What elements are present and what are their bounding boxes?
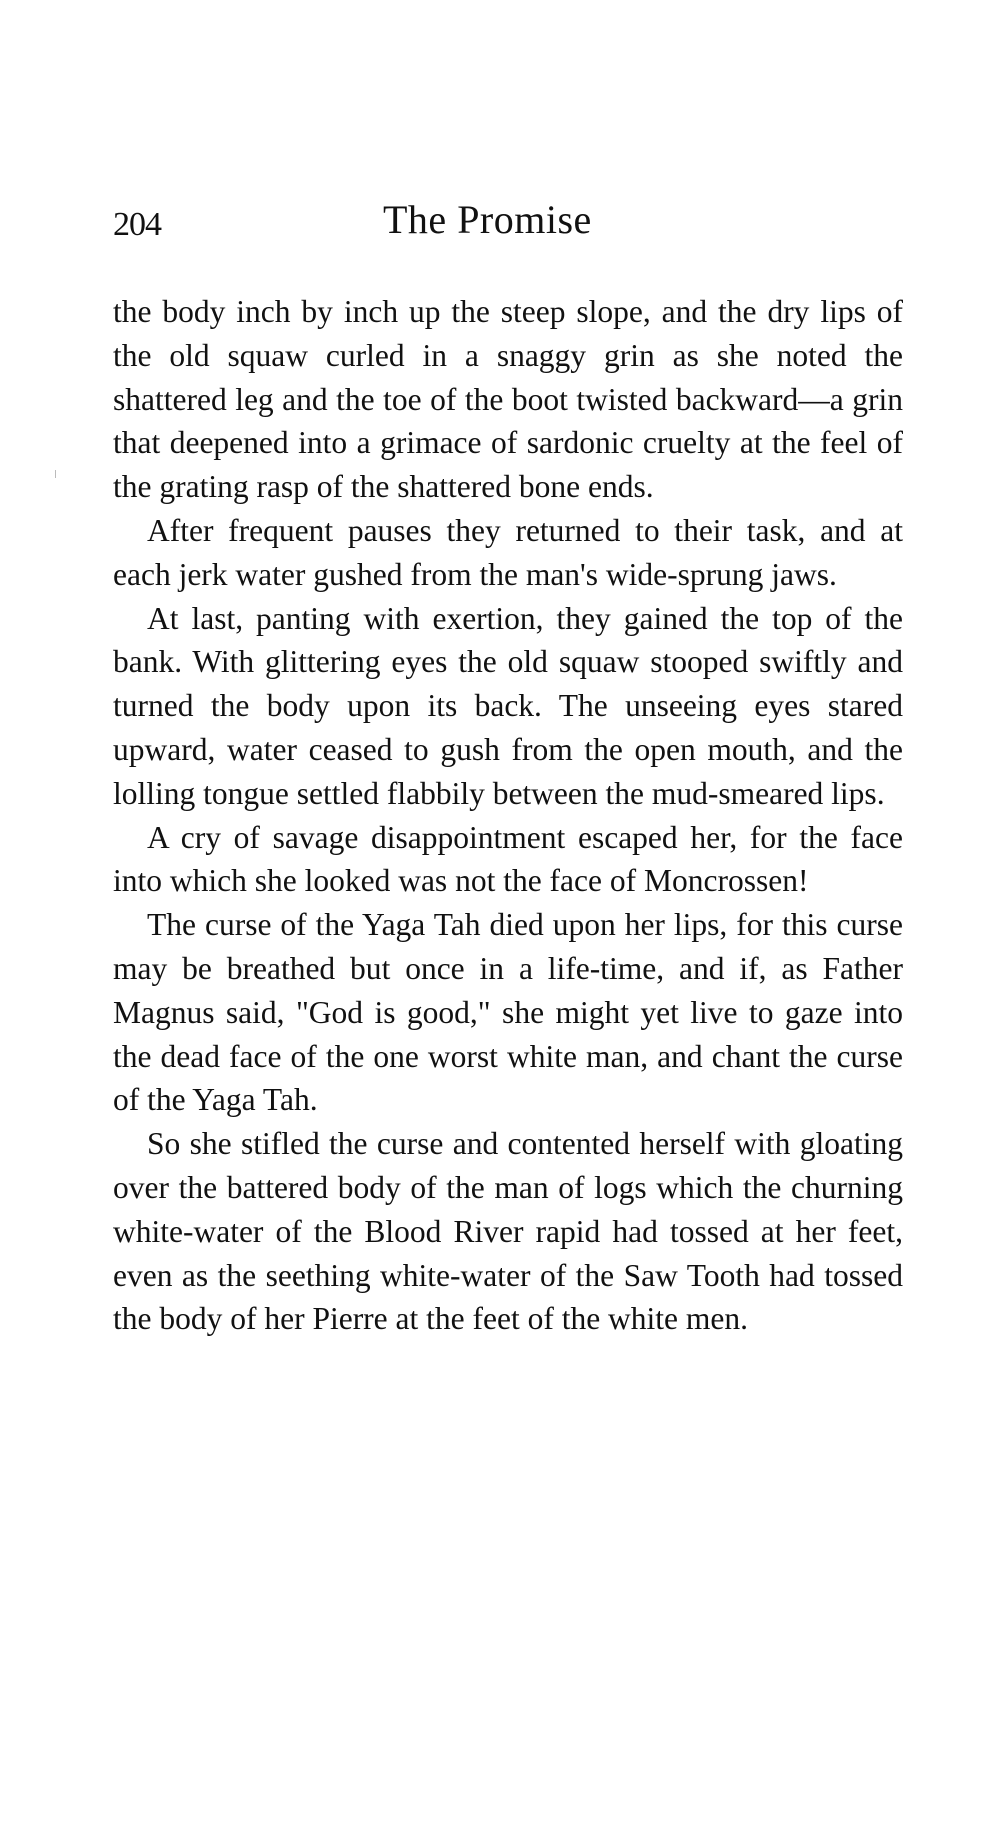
page-number: 204 <box>113 206 161 243</box>
page-header <box>113 196 903 256</box>
paragraph-1: the body inch by inch up the steep slope, and the dry lips of the old squaw curled in a snaggy grin as she noted the shattered leg and the toe of the boot twisted backward—a grin that deepened into a grimace of sardonic cruelty at the feel of the grating rasp of the shattered bone ends. <box>113 294 903 505</box>
paragraph-6: So she stifled the curse and contented herself with gloating over the battered body of the man of logs which the churning white-water of the Blood River rapid had tossed at her feet, even as the seething white-water of the Saw Tooth had tossed the body of her Pierre at the feet of the white men. <box>113 1126 903 1337</box>
body-text <box>113 290 903 1341</box>
paragraph-5: The curse of the Yaga Tah died upon her lips, for this curse may be breathed but once in a life-time, and if, as Father Magnus said, "God is good," she might yet live to gaze into the dead face of the one worst white man, and chant the curse of the Yaga Tah. <box>113 907 903 1118</box>
paragraph-4: A cry of savage disappointment escaped her, for the face into which she looked was not the face of Moncrossen! <box>113 819 903 899</box>
paragraph-2: After frequent pauses they returned to their task, and at each jerk water gushed from the man's wide-sprung jaws. <box>113 512 903 592</box>
scan-artifact <box>55 470 56 478</box>
paragraph-3: At last, panting with exertion, they gained the top of the bank. With glittering eyes the old squaw stooped swiftly and turned the body upon its back. The unseeing eyes stared upward, water ceased to gush from the open mouth, and the lolling tongue settled flabbily between the mud-smeared lips. <box>113 600 903 811</box>
running-title: The Promise <box>383 197 592 242</box>
